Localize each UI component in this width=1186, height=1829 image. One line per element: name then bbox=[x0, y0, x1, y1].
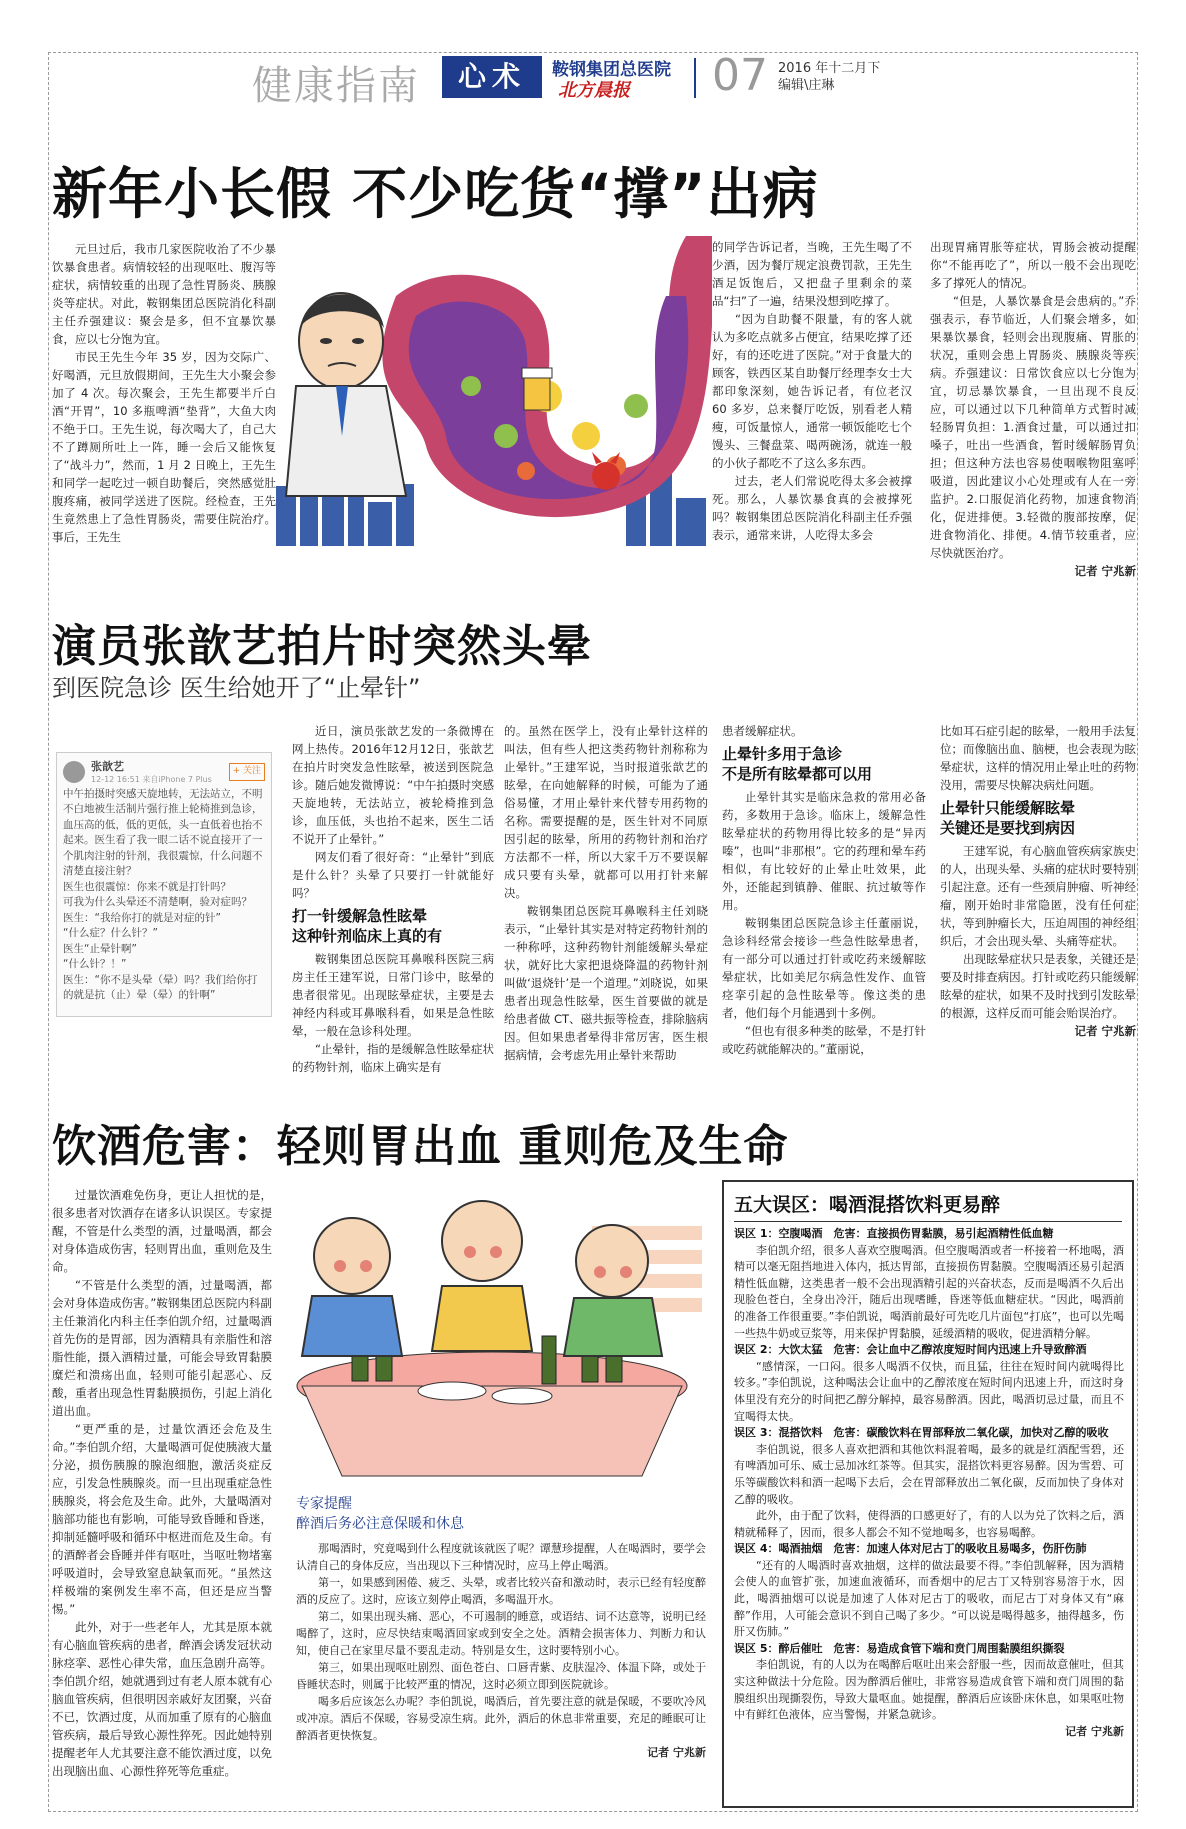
paragraph: 网友们看了很好奇：“止晕针”到底是什么针？头晕了只要打一针就能好吗？ bbox=[292, 850, 494, 900]
weibo-line: 医生：“你不是头晕（晕）吗？我们给你打的就是抗（止）晕（晕）的针啊” bbox=[63, 973, 258, 1001]
weibo-meta: 12-12 16:51 来自iPhone 7 Plus bbox=[91, 774, 212, 784]
divider bbox=[734, 1221, 1122, 1222]
article1-col3 bbox=[712, 238, 912, 550]
subhead-line: 这种针剂临床上真的有 bbox=[292, 927, 443, 945]
overeating-illustration bbox=[276, 236, 712, 548]
weibo-line: 医生也很震惊：你来不就是打针吗？ bbox=[63, 880, 231, 893]
paragraph: 李伯凯说，有的人以为在喝醉后呕吐出来会舒服一些，因而故意催吐，但其实这种做法十分危险。因为醉酒后催吐，非常容易造成食管下端和贲门周围的黏膜组织出现撕裂伤，导致大量呕血。她提醒，醉酒后应该卧床休息，如果呕吐物中有鲜红色液体，应当警惕，并紧急就诊。 bbox=[734, 1658, 1124, 1722]
myth-heading: 误区 5：醉后催吐 危害：易造成食管下端和贲门周围黏膜组织撕裂 bbox=[734, 1641, 1065, 1655]
weibo-post bbox=[56, 752, 272, 1017]
myth-heading: 误区 2：大饮太猛 危害：会让血中乙醇浓度短时间内迅速上升导致醉酒 bbox=[734, 1343, 1087, 1357]
paragraph: “止晕针，指的是缓解急性眩晕症状的药物针剂，临床上确实是有 bbox=[292, 1042, 494, 1074]
myth-heading: 误区 4：喝酒抽烟 危害：加速人体对尼古丁的吸收且易喝多，伤肝伤肺 bbox=[734, 1542, 1087, 1556]
article2-col3 bbox=[504, 722, 708, 1062]
expert-text bbox=[296, 1540, 706, 1790]
paragraph: 王建军说，有心脑血管疾病家族史的人，出现头晕、头痛的症状时要特别引起注意。还有一些颈肩肿瘤、听神经瘤，刚开始时非常隐匿，没有任何症状，等到肿瘤长大，压迫周围的神经组织后，才会出现头晕、头痛等症状。 bbox=[940, 844, 1136, 948]
paragraph: “因为自助餐不限量，有的客人就认为多吃点就多占便宜，结果吃撑了还好，有的还吃进了医院。”对于食量大的顾客，铁西区某自助餐厅经理李女士大都印象深刻，她告诉记者，有位老汉 60 多岁，总来餐厅吃饭，别看老人精瘦，可饭量惊人，通常一顿饭能吃七个馒头、三餐盘菜、喝两碗汤，就连一般的小伙子都吃不了这么多东西。 bbox=[712, 312, 912, 470]
box-content bbox=[734, 1226, 1124, 1800]
paragraph: “但也有很多种类的眩晕，不是打针或吃药就能解决的。”董丽说， bbox=[722, 1024, 926, 1056]
paragraph: 出现眩晕症状只是表象，关键还是要及时排查病因。打针或吃药只能缓解眩晕的症状，如果不及时找到引发眩晕的根源，这样反而可能会贻误治疗。 bbox=[940, 952, 1136, 1020]
weibo-line: “什么针？！” bbox=[63, 958, 127, 970]
weibo-line: 可我为什么头晕还不清楚啊，验对症吗？ bbox=[63, 896, 252, 908]
subhead-line: 不是所有眩晕都可以用 bbox=[722, 765, 873, 783]
weibo-line: 医生：“我给你打的就是对症的针” bbox=[63, 911, 221, 924]
paragraph: 喝多后应该怎么办呢？李伯凯说，喝酒后，首先要注意的就是保暖，不要吹冷风或冲凉。酒后不保暖，容易受凉生病。此外，酒后的休息非常重要，充足的睡眠可让醉酒者更快恢复。 bbox=[296, 1695, 706, 1742]
article3-title: 饮酒危害：轻则胃出血 重则危及生命 bbox=[52, 1121, 789, 1172]
article2-subtitle: 到医院急诊 医生给她开了“止晕针” bbox=[52, 674, 421, 702]
editor: 编辑\庄琳 bbox=[778, 78, 835, 93]
expert-title: 专家提醒 bbox=[296, 1496, 352, 1512]
paragraph: 过去，老人们常说吃得太多会被撑死。那么，人暴饮暴食真的会被撑死吗？鞍钢集团总医院消化科副主任乔强表示，通常来讲，人吃得太多会 bbox=[712, 474, 912, 542]
weibo-name: 张歆艺 bbox=[91, 760, 124, 773]
avatar bbox=[63, 761, 85, 783]
drinking-illustration bbox=[282, 1186, 712, 1488]
date-editor bbox=[778, 60, 880, 94]
paragraph: 过量饮酒难免伤身，更让人担忧的是，很多患者对饮酒存在诸多认识误区。专家提醒，不管是什么类型的酒，过量喝酒，都会对身体造成伤害，轻则胃出血，重则危及生命。 bbox=[52, 1188, 272, 1274]
paragraph: 此外，对于一些老年人，尤其是原本就有心脑血管疾病的患者，醉酒会诱发冠状动脉痉挛、恶性心律失常，血压急剧升高等。李伯凯介绍，她就遇到过有老人原本就有心脑血管疾病，但很明因亲戚好友团聚，兴奋不已，饮酒过度，从而加重了原有的心脑血管疾病，最后导致心源性猝死。因此她特别提醒老年人尤其要注意不能饮酒过度，以免出现脑出血、心源性猝死等危重症。 bbox=[52, 1620, 272, 1778]
weibo-header bbox=[63, 759, 265, 785]
paragraph: 止晕针其实是临床急救的常用必备药，多数用于急诊。临床上，缓解急性眩晕症状的药物用得比较多的是“异丙嗪”，也叫“非那根”。它的药理和晕车药相似，有比较好的止晕止吐效果，此外，还能起到镇静、催眠、抗过敏等作用。 bbox=[722, 790, 926, 912]
paragraph: “还有的人喝酒时喜欢抽烟，这样的做法最要不得。”李伯凯解释，因为酒精会使人的血管扩张，加速血液循环，而香烟中的尼古丁又特别容易溶于水，因此，喝酒抽烟可以说是加速了人体对尼古丁的吸收，而尼古丁对身体又有“麻醉”作用，人可能会意识不到自己喝了多少。“可以说是喝得越多，抽得越多，伤肝又伤肺。” bbox=[734, 1558, 1124, 1639]
author: 记者 宁兆新 bbox=[1065, 1724, 1124, 1738]
paragraph: 的同学告诉记者，当晚，王先生喝了不少酒，因为餐厅规定浪费罚款，王先生酒足饭饱后，又把盘子里剩余的菜品“扫”了一遍，结果没想到吃撑了。 bbox=[712, 240, 912, 308]
author: 记者 宁兆新 bbox=[1074, 564, 1136, 578]
paragraph: 李伯凯介绍，很多人喜欢空腹喝酒。但空腹喝酒或者一杯接着一杯地喝，酒精可以毫无阻挡地进入体内，抵达胃部，直接损伤胃黏膜。空腹喝酒还易引起酒精性低血糖，这类患者一般不会出现酒精引起的兴奋状态，反而是喝酒不久后出现脸色苍白，全身出冷汗，随后出现嗜睡，昏迷等低血糖症状。“因此，喝酒前的准备工作很重要。”李伯凯说，喝酒前最好可先吃几片面包“打底”，也可以先喝一些热牛奶或豆浆等，用来保护胃黏膜，延缓酒精的吸收，促进酒精分解。 bbox=[734, 1243, 1124, 1340]
subhead-line: 关键还是要找到病因 bbox=[940, 819, 1076, 837]
expert-tip bbox=[296, 1494, 706, 1790]
paragraph: 元旦过后，我市几家医院收治了不少暴饮暴食患者。病情较轻的出现呕吐、腹泻等症状，病情较重的出现了急性胃肠炎、胰腺炎等症状。对此，鞍钢集团总医院消化科副主任乔强建议：聚会是多，但不宜暴饮暴食，应以七分饱为宜。 bbox=[52, 242, 276, 346]
follow-button[interactable]: + 关注 bbox=[229, 763, 265, 781]
paragraph: 市民王先生今年 35 岁，因为交际广、好喝酒，元旦放假期间，王先生大小聚会参加了 4 次。每次聚会，王先生都要半斤白酒“开胃”，10 多瓶啤酒“垫背”，大鱼大肉不绝于口。王先生说，每次喝大了，自己大不了蹲厕所吐上一阵，睡一会后又能恢复了“战斗力”，然而，1 月 2 日晚上，王先生和同学一起吃过一顿自助餐后，突然感觉肚腹疼痛，被同学送进了医院。经检查，王先生竟然患上了急性胃肠炎，需要住院治疗。事后，王先生 bbox=[52, 350, 276, 544]
article1-col4 bbox=[930, 238, 1136, 578]
myth-heading: 误区 3：混搭饮料 危害：碳酸饮料在胃部释放二氧化碳，加快对乙醇的吸收 bbox=[734, 1426, 1109, 1440]
paragraph: 患者缓解症状。 bbox=[722, 724, 803, 738]
subhead-line: 打一针缓解急性眩晕 bbox=[292, 907, 428, 925]
myths-box bbox=[722, 1180, 1134, 1808]
paragraph: 近日，演员张歆艺发的一条微博在网上热传。2016年12月12日，张歆艺在拍片时突发急性眩晕，被送到医院急诊。随后她发微博说：“中午拍摄时突感天旋地转，无法站立，被轮椅推到急诊，血压低，头也抬不起来，医生二话不说开了止晕针。” bbox=[292, 724, 494, 846]
paragraph: 的。虽然在医学上，没有止晕针这样的叫法，但有些人把这类药物针剂称称为止晕针。”王建军说，当时报道张歆艺的眩晕，在向她解释的时候，可能为了通俗易懂，才用止晕针来代替专用药物的名称。需要提醒的是，医生针对不同原因引起的眩晕，所用的药物针剂和治疗方法都不一样，所以大家千万不要误解成只要有头晕，就都可以用打针来解决。 bbox=[504, 724, 708, 900]
paragraph: 比如耳石症引起的眩晕，一般用手法复位；而像脑出血、脑梗，也会表现为眩晕症状，这样的情况用止晕止吐的药物没用，需要尽快解决病灶问题。 bbox=[940, 724, 1136, 792]
weibo-line: “什么症？什么针？” bbox=[63, 927, 158, 939]
article1-title: 新年小长假 不少吃货“撑”出病 bbox=[52, 162, 819, 226]
paragraph: 第三，如果出现呕吐剧烈、面色苍白、口唇青紫、皮肤湿冷、体温下降，或处于昏睡状态时，则属于比较严重的情况，这时必须立即到医院就诊。 bbox=[296, 1661, 706, 1691]
article1-col1 bbox=[52, 240, 276, 550]
weibo-line: 中午拍摄时突感天旋地转，无法站立，不明不白地被生活制片强行推上轮椅推到急诊，血压高的低，低的更低，头一直低着也抬不起来。医生看了我一眼二话不说直接开了一个肌肉注射的针剂，我很震惊，什么问题不清楚直接注射？ bbox=[63, 787, 263, 877]
issue-date: 2016 年十二月下 bbox=[778, 61, 881, 76]
paragraph: “但是，人暴饮暴食是会患病的。”乔强表示，春节临近，人们聚会增多，如果暴饮暴食，轻则会出现腹痛、胃胀的状况，重则会患上胃肠炎、胰腺炎等疾病。乔强建议：日常饮食应以七分饱为宜，切忌暴饮暴食，一旦出现不良反应，可以通过以下几种简单方式暂时减轻肠胃负担：1.酒食过量，可以通过扣嗓子，吐出一些酒食，暂时缓解肠胃负担；但这种方法也容易使咽喉物阻塞呼吸道，因此建议小心处理或有人在一旁监护。2.口服促消化药物，加速食物消化，促进排便。3.轻微的腹部按摩，促进食物消化、排便。4.情节较重者，应尽快就医治疗。 bbox=[930, 294, 1136, 560]
paragraph: 那喝酒时，究竟喝到什么程度就该就医了呢？谭慧珍提醒，人在喝酒时，要学会认清自己的身体反应，当出现以下三种情况时，应马上停止喝酒。 bbox=[296, 1542, 706, 1572]
logo: 心术 bbox=[442, 56, 542, 98]
paragraph: 鞍钢集团总医院耳鼻喉科医院三病房主任王建军说，日常门诊中，眩晕的患者很常见。出现眩晕症状，主要是去神经内科或耳鼻喉科看，如果是急性眩晕，一般在急诊科处理。 bbox=[292, 952, 494, 1038]
paragraph: 鞍钢集团总医院急诊主任董丽说，急诊科经常会接诊一些急性眩晕患者，有一部分可以通过打针或吃药来缓解眩晕症状，比如美尼尔病急性发作、血管痉挛引起的急性眩晕等。像这类的患者，他们每个月能遇到十多例。 bbox=[722, 916, 926, 1020]
box-title: 五大误区：喝酒混搭饮料更易醉 bbox=[734, 1194, 1001, 1216]
article2-col2 bbox=[292, 722, 494, 1074]
hospital-name: 鞍钢集团总医院 bbox=[552, 60, 671, 80]
article3-col1 bbox=[52, 1186, 272, 1806]
paragraph: 出现胃痛胃胀等症状，胃肠会被动提醒你“不能再吃了”，所以一般不会出现吃多了撑死人的情况。 bbox=[930, 240, 1136, 290]
expert-subtitle: 醉酒后务必注意保暖和休息 bbox=[296, 1516, 464, 1532]
subhead bbox=[722, 744, 926, 784]
paragraph: 此外，由于配了饮料，使得酒的口感更好了，有的人以为兑了饮料之后，酒精就稀释了，因而，很多人都会不知不觉地喝多，也容易喝醉。 bbox=[734, 1509, 1124, 1539]
paragraph: “不管是什么类型的酒，过量喝酒，都会对身体造成伤害。”鞍钢集团总医院内科副主任兼消化内科主任李伯凯介绍，过量喝酒首先伤的是胃部，因为酒精具有亲脂性和溶脂性能，摄入酒精过量，可能会导致胃黏膜糜烂和溃疡出血，轻则可能引起恶心、反酸，重者出现急性胃黏膜损伤，引起上消化道出血。 bbox=[52, 1278, 272, 1418]
author: 记者 宁兆新 bbox=[647, 1746, 706, 1759]
article2-col4 bbox=[722, 722, 926, 1056]
section-title: 健康指南 bbox=[252, 63, 420, 109]
paragraph: 第二，如果出现头痛、恶心，不可遏制的睡意，或语结、词不达意等，说明已经喝醉了，这时，应尽快结束喝酒回家或到安全之处。酒精会损害体力、判断力和认知，使自己在家里尽量不要乱走动。特别是女生，这时要特别小心。 bbox=[296, 1610, 706, 1657]
weibo-line: 医生“止晕针啊” bbox=[63, 942, 137, 955]
subhead bbox=[292, 906, 494, 946]
myth-heading: 误区 1：空腹喝酒 危害：直接损伤胃黏膜，易引起酒精性低血糖 bbox=[734, 1227, 1054, 1240]
subhead-line: 止晕针只能缓解眩晕 bbox=[940, 799, 1076, 817]
paragraph: 鞍钢集团总医院耳鼻喉科主任刘晓表示，“止晕针其实是对特定药物针剂的一种称呼，这种药物针剂能缓解头晕症状，就好比大家把退烧降温的药物针剂叫做‘退烧针’是一个道理。”刘晓说，如果患者出现急性眩晕，医生首要做的就是给患者做 CT、磁共振等检查，排除脑病因。但如果患者晕得非常厉害，医生根据病情，会考虑先用止晕针来帮助 bbox=[504, 904, 708, 1062]
paragraph: “更严重的是，过量饮酒还会危及生命。”李伯凯介绍，大量喝酒可促使胰液大量分泌，损伤胰腺的腺泡细胞，激活炎症反应，引发急性胰腺炎。而一旦出现重症急性胰腺炎，将会危及生命。此外，大量喝酒对脑部功能也有影响，可能导致昏睡和昏迷，抑制延髓呼吸和循环中枢进而危及生命。有的酒醉者会昏睡并伴有呕吐，当呕吐物堵塞呼吸道时，会导致窒息缺氧而死。“虽然这样极端的案例发生率不高，但还是应当警惕。” bbox=[52, 1422, 272, 1616]
author: 记者 宁兆新 bbox=[1074, 1024, 1136, 1038]
divider bbox=[694, 58, 696, 98]
article2-col5 bbox=[940, 722, 1136, 1052]
paragraph: 李伯凯说，很多人喜欢把酒和其他饮料混着喝，最多的就是红酒配雪碧，还有啤酒加可乐、威士忌加冰红茶等。但其实，混搭饮料更容易醉。因为雪碧、可乐等碳酸饮料和酒一起喝下去后，会在胃部释放出二氧化碳，反而加快了身体对乙醇的吸收。 bbox=[734, 1442, 1124, 1506]
article2-title: 演员张歆艺拍片时突然头晕 bbox=[52, 621, 592, 672]
subhead-line: 止晕针多用于急诊 bbox=[722, 745, 843, 763]
paragraph: “感情深，一口闷。很多人喝酒不仅快，而且猛，往往在短时间内就喝得比较多。”李伯凯说，这种喝法会让血中的乙醇浓度在短时间内迅速上升，而这时身体里没有充分的时间把乙醇分解掉，最容易醉酒。因此，喝酒切忌过量，而且不宜喝得太快。 bbox=[734, 1359, 1124, 1423]
paper-name: 北方晨报 bbox=[558, 80, 630, 101]
page-number: 07 bbox=[712, 50, 768, 101]
subhead bbox=[940, 798, 1136, 838]
paragraph: 第一，如果感到困倦、疲乏、头晕，或者比较兴奋和激动时，表示已经有轻度醉酒的反应了。这时，应该立刻停止喝酒，多喝温开水。 bbox=[296, 1576, 706, 1606]
